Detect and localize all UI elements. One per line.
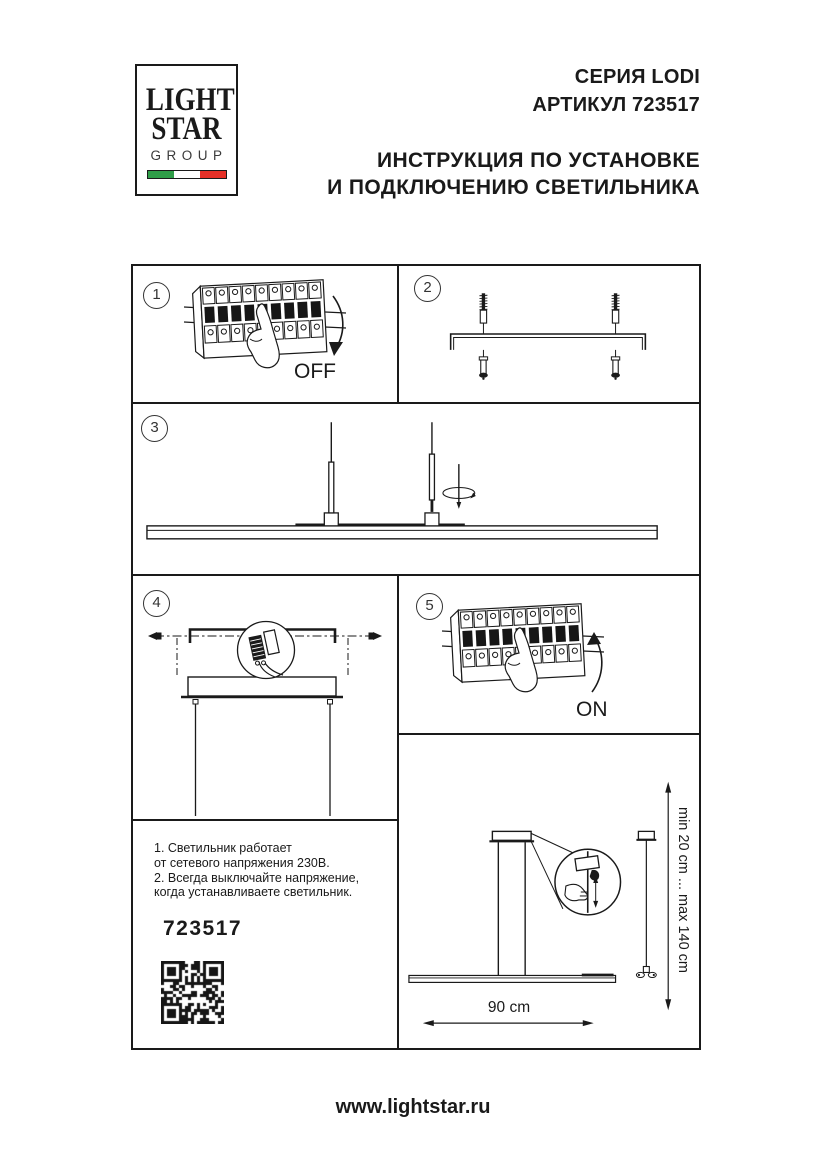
- fixture-rod-assembly-diagram: [133, 404, 699, 574]
- header-series-block: [532, 63, 700, 119]
- logo-word-light: LIGHT: [145, 82, 235, 118]
- suspension-height-label: min 20 cm ... max 140 cm: [675, 807, 691, 973]
- step-2-panel: [399, 266, 699, 402]
- qr-code: [161, 961, 224, 1024]
- series-name: СЕРИЯ LODI: [574, 66, 700, 88]
- flag-green: [148, 171, 174, 178]
- lightstar-logo: [135, 64, 238, 196]
- notes-panel: [133, 821, 397, 1046]
- logo-word-star: STAR: [151, 111, 222, 147]
- title-line-2: И ПОДКЛЮЧЕНИЮ СВЕТИЛЬНИКА: [327, 176, 700, 199]
- website-url: www.lightstar.ru: [335, 1096, 491, 1118]
- dimensions-panel: [399, 735, 699, 1046]
- logo-word-group: GROUP: [150, 148, 228, 163]
- step-3-panel: [133, 404, 699, 574]
- safety-notes: [154, 841, 359, 900]
- step-4-panel: [133, 576, 397, 819]
- fixture-width-label: 90 cm: [487, 999, 531, 1016]
- step-5-number: 5: [416, 593, 443, 620]
- article-number-header: АРТИКУЛ 723517: [532, 94, 700, 116]
- document-title: [327, 147, 700, 201]
- article-number: 723517: [163, 917, 243, 940]
- instruction-grid: [131, 264, 701, 1050]
- italian-flag-stripe: [147, 170, 227, 179]
- step-4-number: 4: [143, 590, 170, 617]
- flag-white: [174, 171, 200, 178]
- note-line: когда устанавливаете светильник.: [154, 885, 353, 900]
- note-line: 1. Светильник работает: [154, 841, 292, 855]
- note-line: 2. Всегда выключайте напряжение,: [154, 870, 360, 885]
- mounting-bracket-diagram: [399, 266, 699, 402]
- step-5-panel: [399, 576, 699, 733]
- off-label: OFF: [294, 360, 336, 383]
- step-2-number: 2: [414, 275, 441, 302]
- on-label: ON: [576, 698, 608, 721]
- flag-red: [200, 171, 226, 178]
- circuit-breaker-on-diagram: [441, 600, 606, 712]
- step-1-panel: [133, 266, 397, 402]
- step-1-number: 1: [143, 282, 170, 309]
- note-line: от сетевого напряжения 230В.: [154, 855, 330, 870]
- step-3-number: 3: [141, 415, 168, 442]
- title-line-1: ИНСТРУКЦИЯ ПО УСТАНОВКЕ: [376, 149, 700, 172]
- canopy-wiring-diagram: [133, 576, 397, 819]
